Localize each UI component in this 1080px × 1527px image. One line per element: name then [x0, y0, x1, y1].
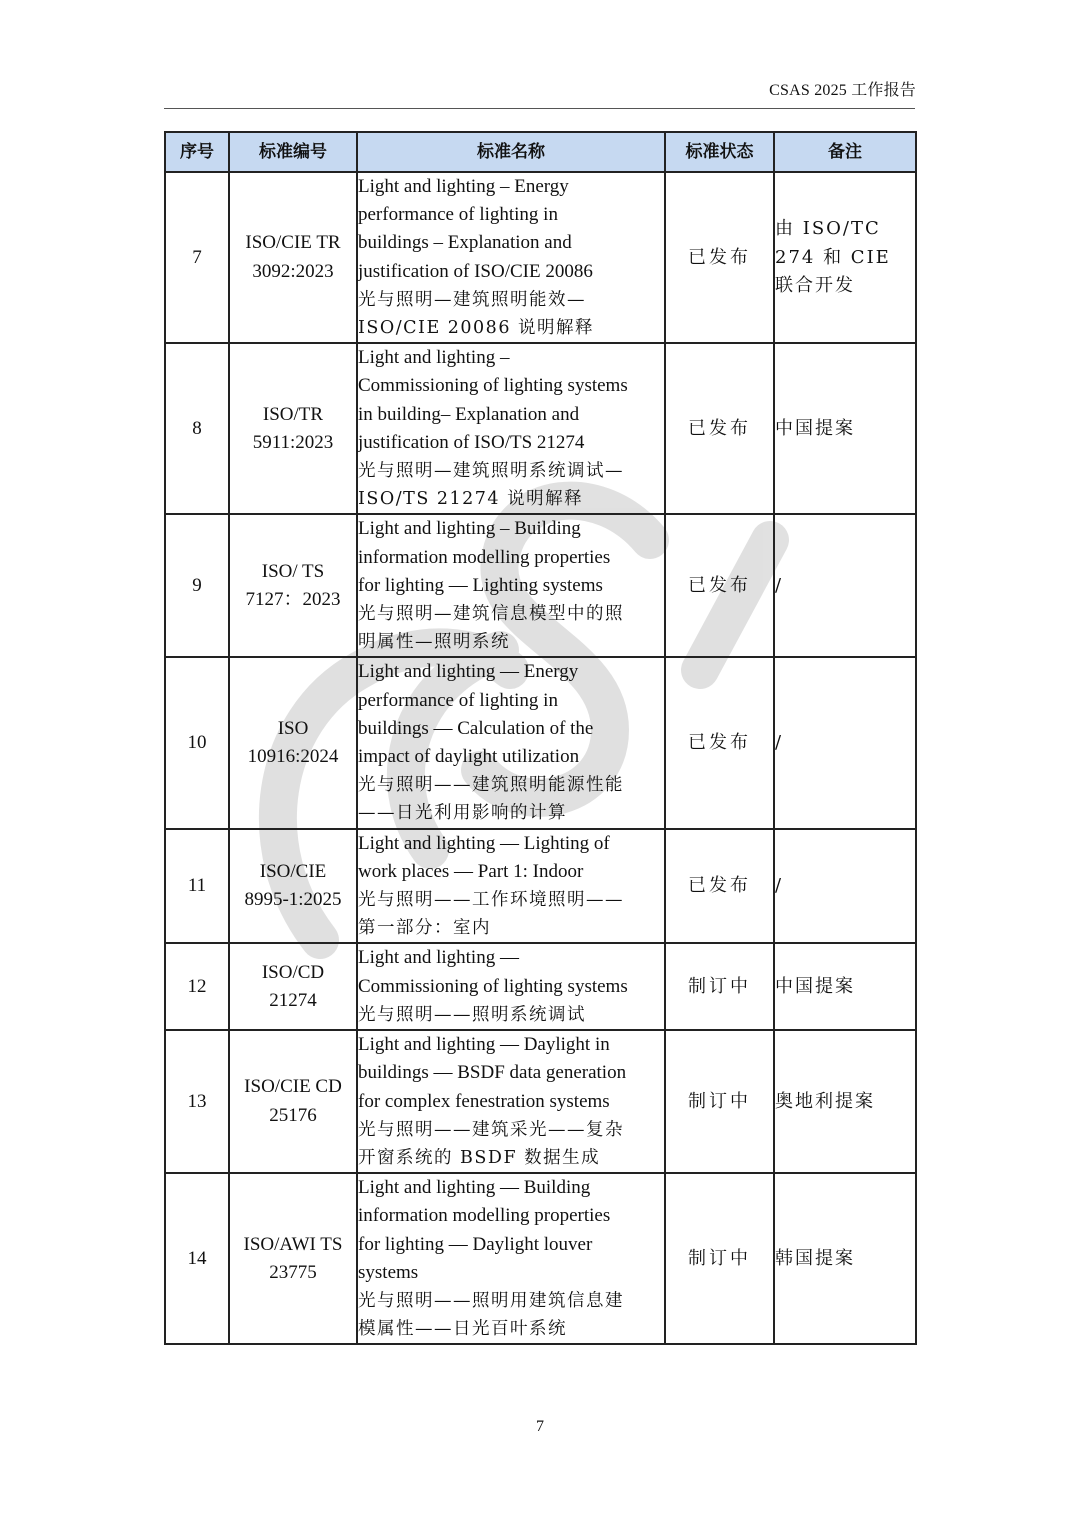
cell-seq: 14 [165, 1173, 229, 1344]
column-header-name: 标准名称 [357, 132, 665, 172]
code-line: ISO/CIE TR [245, 232, 341, 254]
name-cn-line: 开窗系统的 BSDF 数据生成 [358, 1147, 601, 1168]
name-en-line: work places — Part 1: Indoor [358, 860, 584, 882]
name-cn-line: 光与照明—建筑照明能效— [358, 289, 586, 310]
cell-code [229, 657, 357, 828]
cell-status: 制订中 [665, 1173, 774, 1344]
code-line: 23775 [269, 1261, 317, 1283]
name-en-line: buildings — BSDF data generation [358, 1062, 627, 1084]
table-row [165, 343, 916, 514]
cell-status: 已发布 [665, 829, 774, 944]
name-cn-line: 模属性——日光百叶系统 [358, 1319, 567, 1340]
cell-note: 奥地利提案 [774, 1030, 916, 1173]
name-en-line: Commissioning of lighting systems [358, 375, 628, 397]
table-row [165, 1173, 916, 1344]
name-en-line: for complex fenestration systems [358, 1090, 610, 1112]
cell-note: / [774, 514, 916, 657]
column-header-seq: 序号 [165, 132, 229, 172]
cell-note: 由 ISO/TC 274 和 CIE 联合开发 [774, 172, 916, 343]
code-line: 5911:2023 [252, 431, 334, 453]
cell-status: 制订中 [665, 1030, 774, 1173]
name-en-line: Light and lighting — Energy [358, 661, 579, 683]
code-line: 25176 [269, 1104, 317, 1126]
name-cn-line: 光与照明——工作环境照明—— [358, 890, 624, 911]
name-en-line: for lighting — Daylight louver [358, 1233, 593, 1255]
cell-note: 中国提案 [774, 343, 916, 514]
name-cn-line: 光与照明——建筑照明能源性能 [358, 775, 624, 796]
table-row [165, 172, 916, 343]
name-cn-line: 光与照明—建筑照明系统调试— [358, 461, 624, 482]
cell-status: 已发布 [665, 343, 774, 514]
code-line: ISO/CIE CD [244, 1076, 342, 1098]
table-row [165, 514, 916, 657]
cell-seq: 9 [165, 514, 229, 657]
code-line: ISO [277, 717, 309, 739]
page-number: 7 [536, 1418, 544, 1435]
cell-status: 已发布 [665, 514, 774, 657]
cell-code [229, 1173, 357, 1344]
column-header-code: 标准编号 [229, 132, 357, 172]
cell-seq: 7 [165, 172, 229, 343]
name-en-line: performance of lighting in [358, 689, 558, 711]
name-en-line: buildings – Explanation and [358, 232, 572, 254]
name-en-line: justification of ISO/TS 21274 [358, 431, 585, 453]
code-line: ISO/CD [261, 961, 325, 983]
cell-status: 制订中 [665, 943, 774, 1030]
cell-note: / [774, 657, 916, 828]
name-cn-line: 光与照明—建筑信息模型中的照 [358, 604, 624, 625]
cell-name [357, 514, 665, 657]
cell-seq: 12 [165, 943, 229, 1030]
cell-code [229, 829, 357, 944]
code-line: 10916:2024 [247, 746, 339, 768]
cell-code [229, 943, 357, 1030]
name-cn-line: 光与照明——照明用建筑信息建 [358, 1290, 624, 1311]
cell-name [357, 172, 665, 343]
column-header-note: 备注 [774, 132, 916, 172]
table-header-row [165, 132, 916, 172]
name-en-line: buildings — Calculation of the [358, 717, 594, 739]
name-en-line: Light and lighting – [358, 347, 510, 369]
name-en-line: information modelling properties [358, 1205, 611, 1227]
header-divider [164, 108, 915, 109]
code-line: 7127：2023 [245, 588, 341, 610]
code-line: ISO/ TS [261, 560, 325, 582]
table-body [165, 172, 916, 1344]
cell-status: 已发布 [665, 657, 774, 828]
page-header: CSAS 2025 工作报告 [769, 82, 916, 99]
cell-name [357, 343, 665, 514]
code-line: 3092:2023 [252, 260, 334, 282]
standards-table [164, 131, 917, 1345]
cell-seq: 13 [165, 1030, 229, 1173]
cell-code [229, 1030, 357, 1173]
name-en-line: Light and lighting — Daylight in [358, 1034, 610, 1056]
name-en-line: Commissioning of lighting systems [358, 975, 628, 997]
name-en-line: Light and lighting – Building [358, 518, 581, 540]
cell-seq: 10 [165, 657, 229, 828]
name-en-line: Light and lighting — Building [358, 1177, 591, 1199]
cell-seq: 8 [165, 343, 229, 514]
name-en-line: impact of daylight utilization [358, 746, 580, 768]
name-cn-line: ISO/TS 21274 说明解释 [358, 489, 584, 510]
code-line: ISO/AWI TS [243, 1233, 343, 1255]
name-cn-line: 明属性—照明系统 [358, 632, 510, 653]
table-row [165, 657, 916, 828]
name-cn-line: 光与照明——照明系统调试 [358, 1004, 586, 1025]
code-line: ISO/CIE [259, 860, 327, 882]
cell-code [229, 172, 357, 343]
code-line: ISO/TR [262, 403, 324, 425]
name-en-line: Light and lighting – Energy [358, 176, 569, 197]
name-en-line: in building– Explanation and [358, 403, 580, 425]
cell-note: 中国提案 [774, 943, 916, 1030]
cell-note: / [774, 829, 916, 944]
table-row [165, 1030, 916, 1173]
column-header-status: 标准状态 [665, 132, 774, 172]
table-row [165, 943, 916, 1030]
name-en-line: justification of ISO/CIE 20086 [358, 260, 593, 282]
cell-name [357, 829, 665, 944]
cell-name [357, 943, 665, 1030]
cell-name [357, 1173, 665, 1344]
name-en-line: Light and lighting — Lighting of [358, 832, 610, 854]
cell-name [357, 657, 665, 828]
name-en-line: Light and lighting — [358, 947, 519, 969]
cell-seq: 11 [165, 829, 229, 944]
code-line: 8995-1:2025 [244, 889, 342, 911]
cell-status: 已发布 [665, 172, 774, 343]
name-cn-line: 光与照明——建筑采光——复杂 [358, 1119, 624, 1140]
cell-code [229, 343, 357, 514]
cell-code [229, 514, 357, 657]
name-cn-line: ——日光利用影响的计算 [358, 803, 567, 824]
name-en-line: systems [358, 1261, 419, 1283]
table-row [165, 829, 916, 944]
cell-note: 韩国提案 [774, 1173, 916, 1344]
name-en-line: performance of lighting in [358, 204, 558, 226]
name-cn-line: 第一部分：室内 [358, 918, 491, 939]
name-en-line: for lighting — Lighting systems [358, 574, 603, 596]
code-line: 21274 [269, 989, 317, 1011]
name-cn-line: ISO/CIE 20086 说明解释 [358, 318, 595, 339]
cell-name [357, 1030, 665, 1173]
name-en-line: information modelling properties [358, 546, 611, 568]
